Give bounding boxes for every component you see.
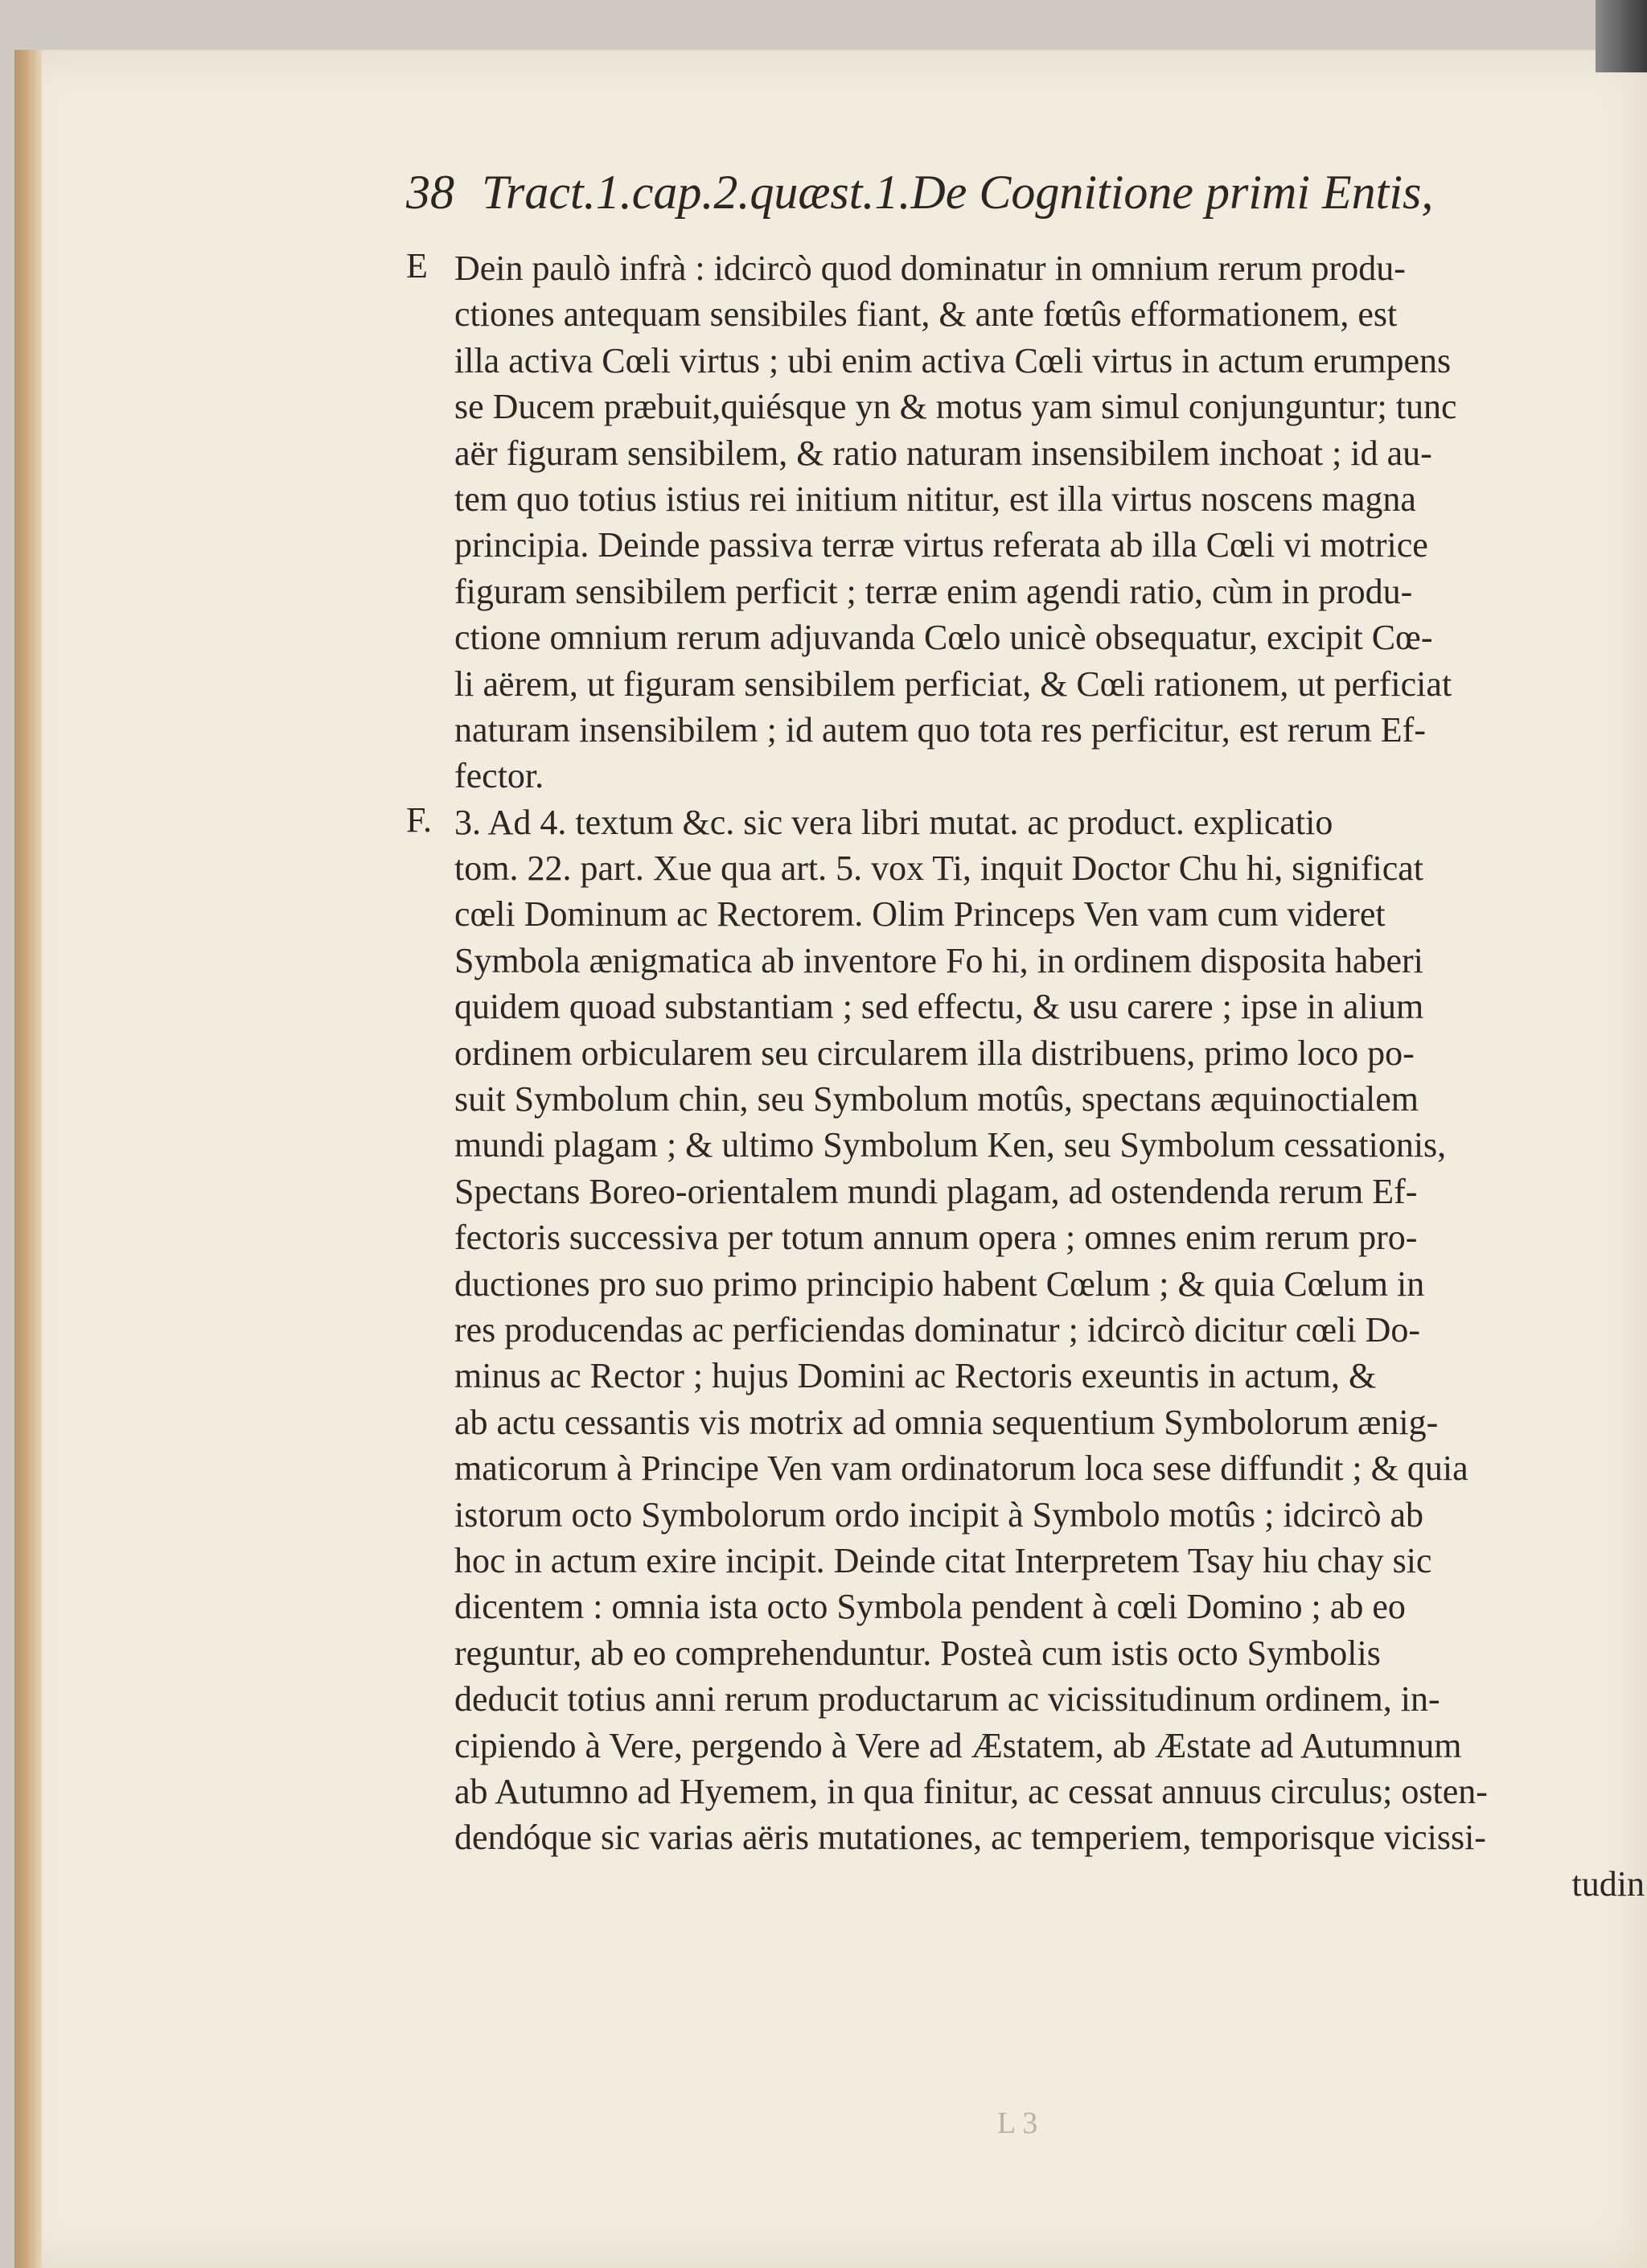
text-line: Spectans Boreo-orientalem mundi plagam, ad ostendenda rerum Ef- xyxy=(454,1171,1418,1211)
text-line: Symbola ænigmatica ab inventore Fo hi, in ordinem disposita haberi xyxy=(454,940,1423,980)
text-line: mundi plagam ; & ultimo Symbolum Ken, seu Symbolum cessationis, xyxy=(454,1125,1447,1165)
text-line: dendóque sic varias aëris mutationes, ac temperiem, temporisque vicissi- xyxy=(454,1818,1486,1858)
text-line: ab Autumno ad Hyemem, in qua finitur, ac cessat annuus circulus; osten- xyxy=(454,1771,1488,1811)
text-line: ctione omnium rerum adjuvanda Cœlo unicè obsequatur, excipit Cœ- xyxy=(454,618,1433,658)
margin-letter-f: F. xyxy=(406,800,432,840)
running-title: Tract.1.cap.2.quæst.1.De Cognitione primi Entis, xyxy=(482,166,1434,219)
text-line: hoc in actum exire incipit. Deinde citat Interpretem Tsay hiu chay sic xyxy=(454,1540,1432,1580)
text-line: illa activa Cœli virtus ; ubi enim activa Cœli virtus in actum erumpens xyxy=(454,340,1452,380)
text-line: tem quo totius istius rei initium nititur, est illa virtus noscens magna xyxy=(454,479,1416,519)
text-line: aër figuram sensibilem, & ratio naturam insensibilem inchoat ; id au- xyxy=(454,433,1432,473)
text-line: fectoris successiva per totum annum opera ; omnes enim rerum pro- xyxy=(454,1218,1418,1258)
text-line: fector. xyxy=(454,756,544,796)
text-line: se Ducem præbuit,quiésque yn & motus yam simul conjunguntur; tunc xyxy=(454,387,1457,427)
text-line: quidem quoad substantiam ; sed effectu, & usu carere ; ipse in alium xyxy=(454,987,1424,1027)
text-line: suit Symbolum chin, seu Symbolum motûs, spectans æquinoctialem xyxy=(454,1079,1419,1120)
text-line: ductiones pro suo primo principio habent Cœlum ; & quia Cœlum in xyxy=(454,1263,1425,1304)
text-line: cœli Dominum ac Rectorem. Olim Princeps Ven vam cum videret xyxy=(454,894,1386,935)
text-line: ctiones antequam sensibiles fiant, & ante fœtûs efformationem, est xyxy=(454,294,1398,335)
text-line: naturam insensibilem ; id autem quo tota res perficitur, est rerum Ef- xyxy=(454,709,1426,750)
text-line: dicentem : omnia ista octo Symbola pendent à cœli Domino ; ab eo xyxy=(454,1587,1406,1627)
text-line: deducit totius anni rerum productarum ac vicissitudinum ordinem, in- xyxy=(454,1679,1440,1719)
page-number: 38 xyxy=(406,166,454,219)
page-gutter-edge xyxy=(14,50,42,2268)
text-line: reguntur, ab eo comprehenduntur. Posteà cum istis octo Symbolis xyxy=(454,1633,1381,1673)
signature-mark: L 3 xyxy=(997,2106,1038,2140)
text-line: minus ac Rector ; hujus Domini ac Rectoris exeuntis in actum, & xyxy=(454,1356,1377,1396)
margin-letter-e: E xyxy=(406,246,428,286)
text-line: istorum octo Symbolorum ordo incipit à Symbolo motûs ; idcircò ab xyxy=(454,1494,1424,1535)
text-line: cipiendo à Vere, pergendo à Vere ad Æstatem, ab Æstate ad Autumnum xyxy=(454,1725,1462,1765)
body-text xyxy=(406,245,1645,1907)
text-line: maticorum à Principe Ven vam ordinatorum loca sese diffundit ; & quia xyxy=(454,1448,1468,1489)
text-line: ordinem orbicularem seu circularem illa distribuens, primo loco po- xyxy=(454,1033,1415,1073)
text-line: Dein paulò infrà : idcircò quod dominatur in omnium rerum produ- xyxy=(454,249,1406,288)
scanner-strip xyxy=(1596,0,1647,72)
text-line: tom. 22. part. Xue qua art. 5. vox Ti, inquit Doctor Chu hi, significat xyxy=(454,848,1424,889)
text-line: principia. Deinde passiva terræ virtus referata ab illa Cœli vi motrice xyxy=(454,525,1428,565)
text-line: res producendas ac perficiendas dominatur ; idcircò dicitur cœli Do- xyxy=(454,1309,1420,1350)
text-line: li aërem, ut figuram sensibilem perficiat, & Cœli rationem, ut perficiat xyxy=(454,664,1452,704)
text-line: 3. Ad 4. textum &c. sic vera libri mutat. ac product. explicatio xyxy=(454,802,1333,842)
text-line: figuram sensibilem perficit ; terræ enim agendi ratio, cùm in produ- xyxy=(454,571,1413,611)
running-head xyxy=(406,165,1580,220)
text-line: ab actu cessantis vis motrix ad omnia sequentium Symbolorum ænig- xyxy=(454,1402,1439,1442)
catchword: tudin xyxy=(1571,1863,1645,1904)
